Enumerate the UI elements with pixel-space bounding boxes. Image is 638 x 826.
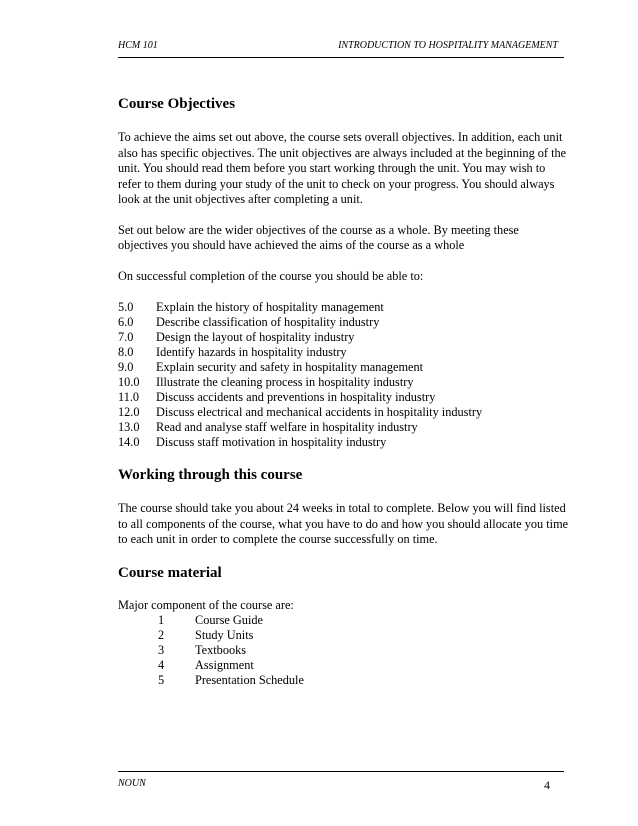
working-paragraph: The course should take you about 24 weeks in total to complete. Below you will find listed to all components of the course, what you have to do and how you should allocate you time to each unit in order to complete the course successfully on time. <box>118 501 569 546</box>
item-number: 12.0 <box>118 405 140 419</box>
item-text: Presentation Schedule <box>195 673 304 687</box>
list-item <box>118 360 570 375</box>
item-number: 9.0 <box>118 360 134 374</box>
item-number: 5 <box>158 673 165 687</box>
page-header <box>118 40 564 51</box>
objectives-paragraph-3: On successful completion of the course you should be able to: <box>118 268 424 283</box>
list-item <box>118 613 570 628</box>
item-number: 5.0 <box>118 300 134 314</box>
list-item <box>118 390 570 405</box>
page-body <box>118 95 570 688</box>
list-item <box>118 375 570 390</box>
item-number: 2 <box>158 628 165 642</box>
course-objectives-heading: Course Objectives <box>118 96 236 112</box>
item-text: Describe classification of hospitality industry <box>156 315 380 329</box>
list-item <box>118 658 570 673</box>
item-number: 1 <box>158 613 165 627</box>
item-text: Textbooks <box>195 643 247 657</box>
page-footer <box>118 778 564 792</box>
item-text: Discuss accidents and preventions in hospitality industry <box>156 390 436 404</box>
item-number: 3 <box>158 643 165 657</box>
objectives-paragraph-2: Set out below are the wider objectives of the course as a whole. By meeting these objectives you should have achieved the aims of the course as a whole <box>118 222 519 252</box>
item-text: Design the layout of hospitality industry <box>156 330 355 344</box>
item-number: 6.0 <box>118 315 134 329</box>
list-item <box>118 330 570 345</box>
item-number: 10.0 <box>118 375 140 389</box>
item-number: 13.0 <box>118 420 140 434</box>
item-number: 8.0 <box>118 345 134 359</box>
list-item <box>118 435 570 450</box>
list-item <box>118 420 570 435</box>
course-code: HCM 101 <box>118 40 158 51</box>
item-text: Illustrate the cleaning process in hospitality industry <box>156 375 414 389</box>
list-item <box>118 300 570 315</box>
item-number: 14.0 <box>118 435 140 449</box>
page-number: 4 <box>544 778 550 792</box>
list-item <box>118 315 570 330</box>
list-item <box>118 673 570 688</box>
item-text: Study Units <box>195 628 254 642</box>
item-number: 4 <box>158 658 165 672</box>
footer-org: NOUN <box>118 778 146 789</box>
item-text: Discuss electrical and mechanical accidents in hospitality industry <box>156 405 483 419</box>
item-number: 11.0 <box>118 390 140 404</box>
item-text: Explain the history of hospitality management <box>156 300 384 314</box>
item-text: Assignment <box>195 658 254 672</box>
list-item <box>118 643 570 658</box>
item-text: Explain security and safety in hospitality management <box>156 360 424 374</box>
item-number: 7.0 <box>118 330 134 344</box>
material-list <box>118 613 570 688</box>
working-through-heading: Working through this course <box>118 467 303 483</box>
list-item <box>118 405 570 420</box>
header-rule <box>118 57 564 58</box>
list-item <box>118 345 570 360</box>
course-material-heading: Course material <box>118 564 222 581</box>
list-item <box>118 628 570 643</box>
material-intro: Major component of the course are: <box>118 597 294 612</box>
objectives-list <box>118 300 570 450</box>
item-text: Discuss staff motivation in hospitality industry <box>156 435 387 449</box>
item-text: Identify hazards in hospitality industry <box>156 345 347 359</box>
item-text: Course Guide <box>195 613 263 627</box>
course-title: INTRODUCTION TO HOSPITALITY MANAGEMENT <box>338 40 558 51</box>
objectives-paragraph-1: To achieve the aims set out above, the course sets overall objectives. In addition, each unit also has specific objectives. The unit objectives are always included at the beginning of the unit. You should read them before you start working through the unit. You may wish to refer to them during your study of the unit to check on your progress. You should always look at the unit objectives after completing a unit. <box>118 130 567 206</box>
item-text: Read and analyse staff welfare in hospitality industry <box>156 420 418 434</box>
footer-rule <box>118 771 564 772</box>
